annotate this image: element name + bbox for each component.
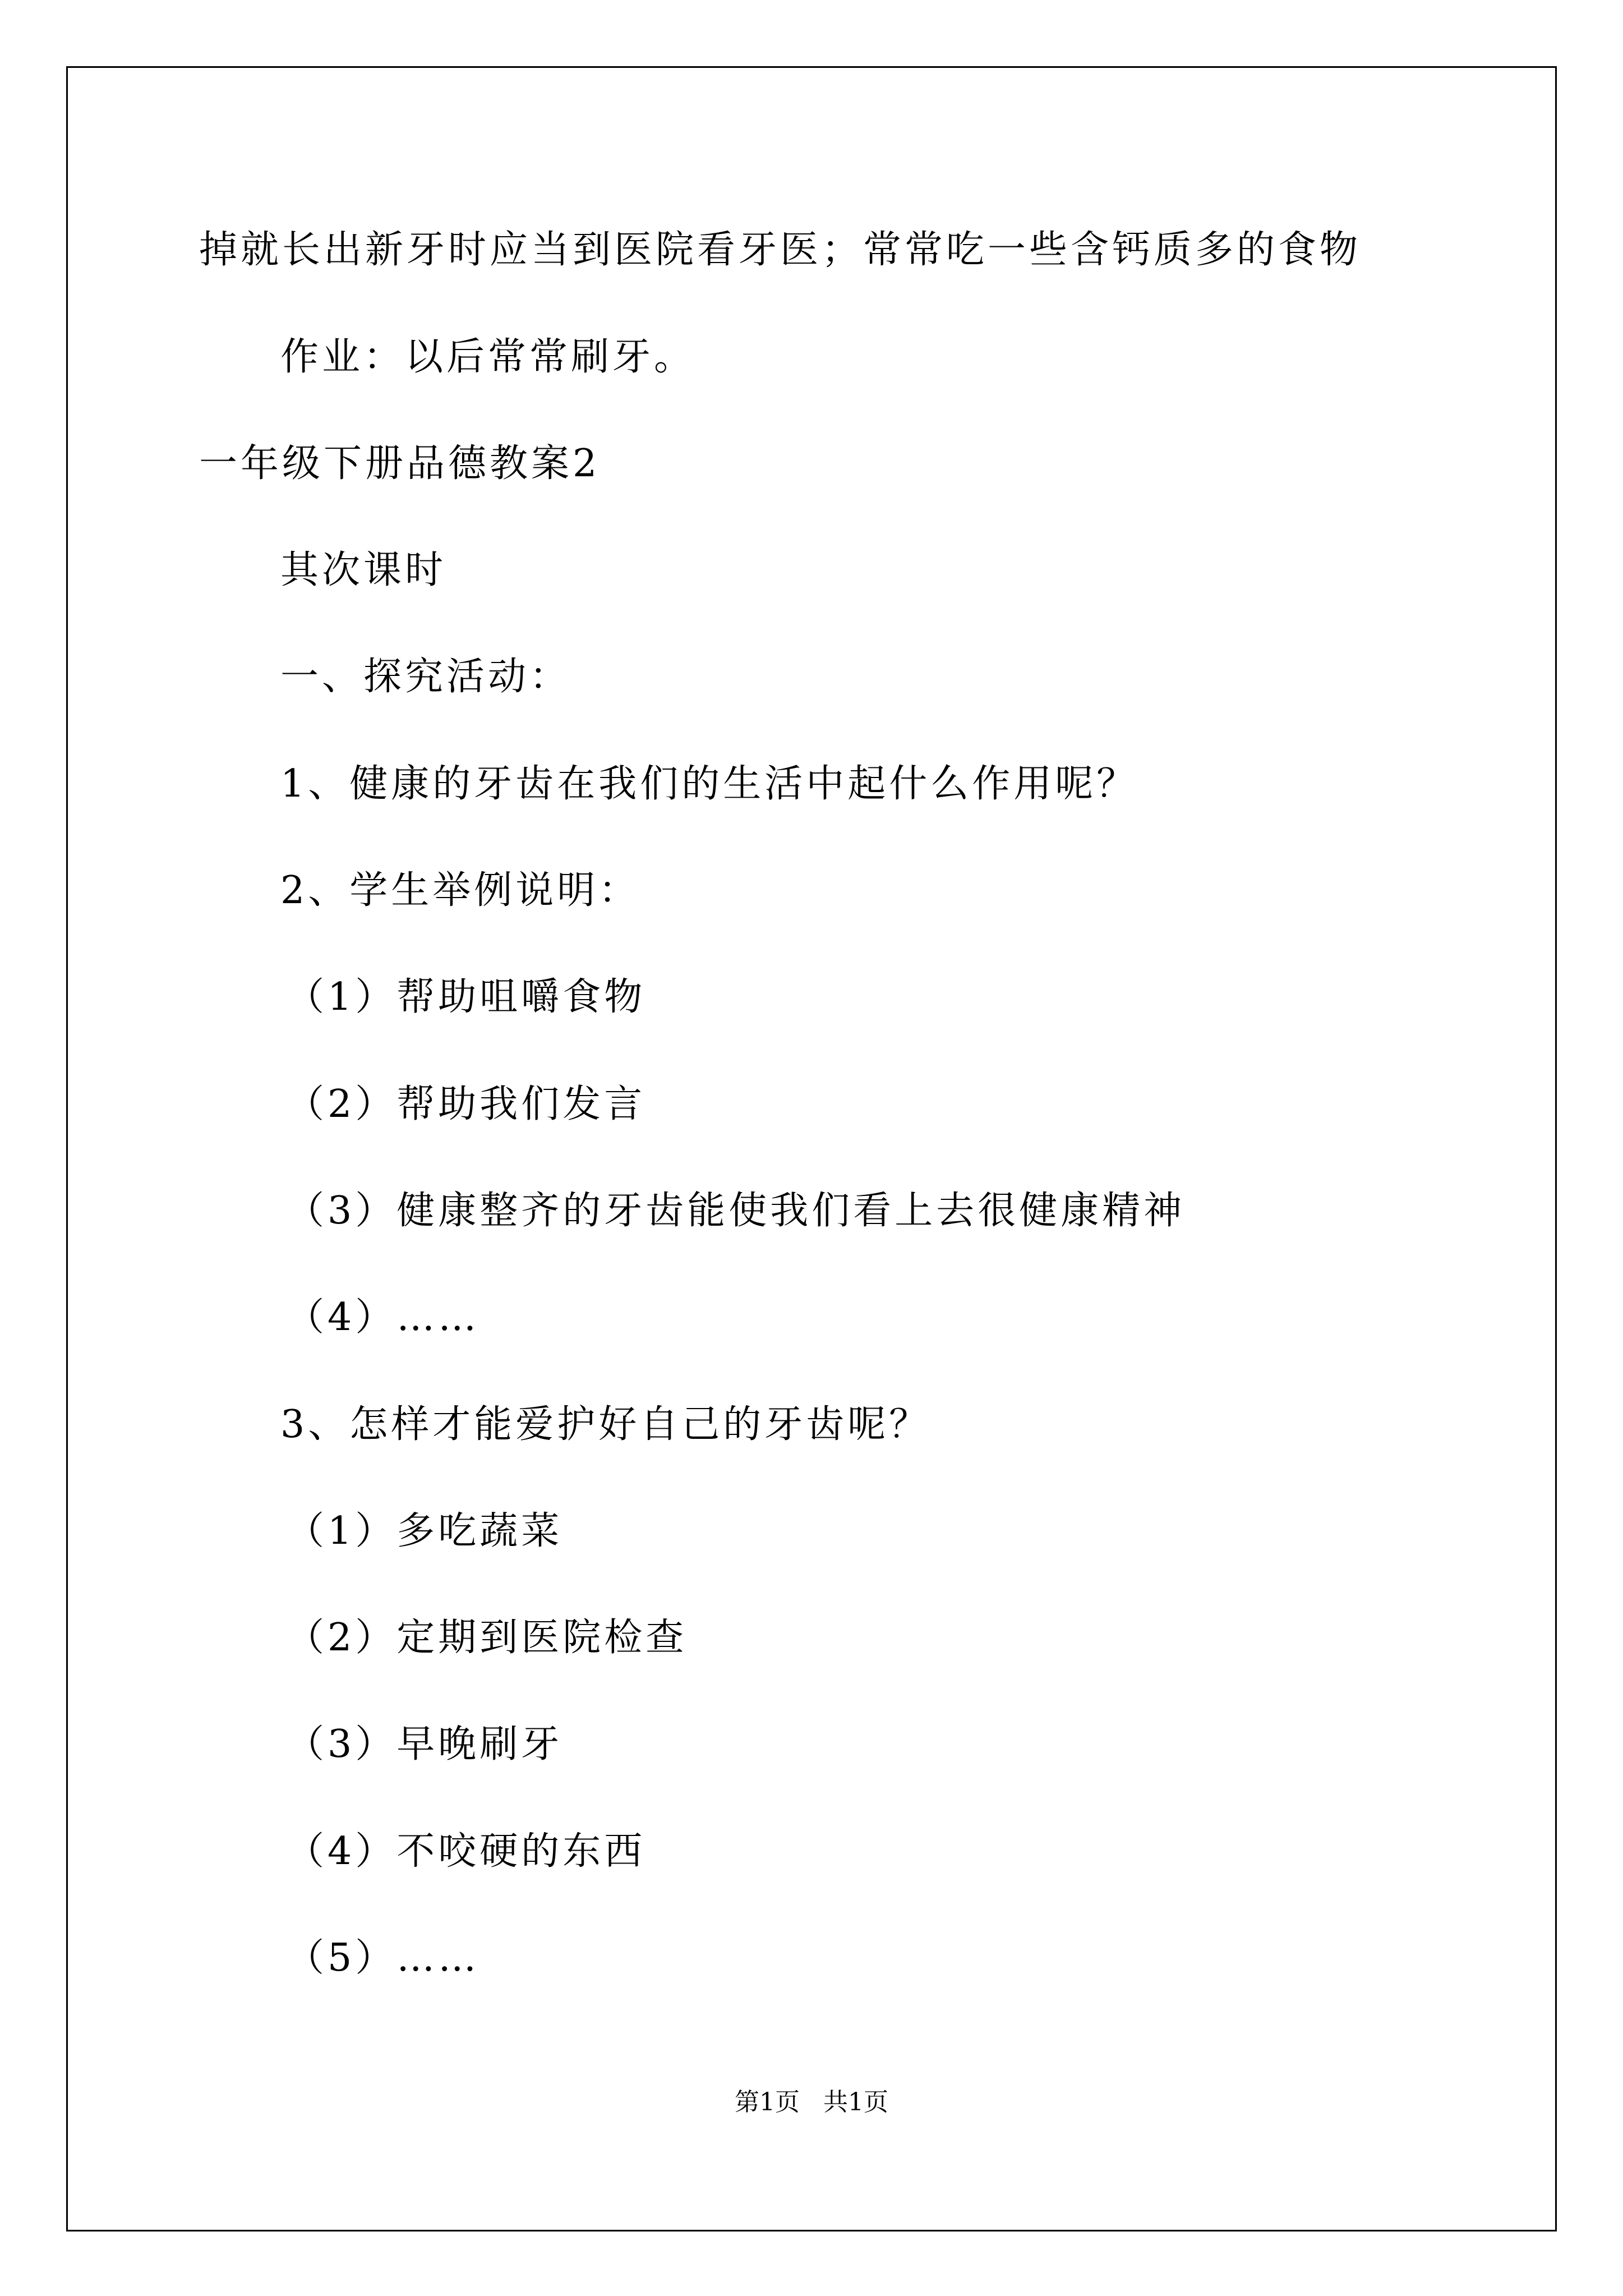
list-item: （4）…… <box>286 1295 480 1340</box>
list-item: （3）健康整齐的牙齿能使我们看上去很健康精神 <box>286 1189 1186 1233</box>
page-footer: 第1页 共1页 <box>735 2088 888 2116</box>
list-item: （1）多吃蔬菜 <box>286 1509 563 1553</box>
homework-line: 作业：以后常常刷牙。 <box>280 335 696 379</box>
list-item: （5）…… <box>286 1936 480 1980</box>
list-item: （2）定期到医院检查 <box>286 1616 688 1660</box>
question-1: 1、健康的牙齿在我们的生活中起什么作用呢？ <box>280 762 1138 806</box>
lesson-subtitle: 其次课时 <box>280 548 447 592</box>
list-item: （3）早晚刷牙 <box>286 1722 563 1766</box>
question-3: 3、怎样才能爱护好自己的牙齿呢？ <box>280 1402 931 1447</box>
activity-heading: 一、探究活动： <box>280 655 571 699</box>
list-item: （4）不咬硬的东西 <box>286 1829 646 1874</box>
section-heading: 一年级下册品德教案2 <box>199 441 601 486</box>
list-item: （2）帮助我们发言 <box>286 1082 646 1126</box>
list-item: （1）帮助咀嚼食物 <box>286 975 646 1019</box>
paragraph-continuation: 掉就长出新牙时应当到医院看牙医；常常吃一些含钙质多的食物 <box>199 228 1362 272</box>
page-border <box>66 66 1557 2231</box>
question-2: 2、学生举例说明： <box>280 868 640 913</box>
